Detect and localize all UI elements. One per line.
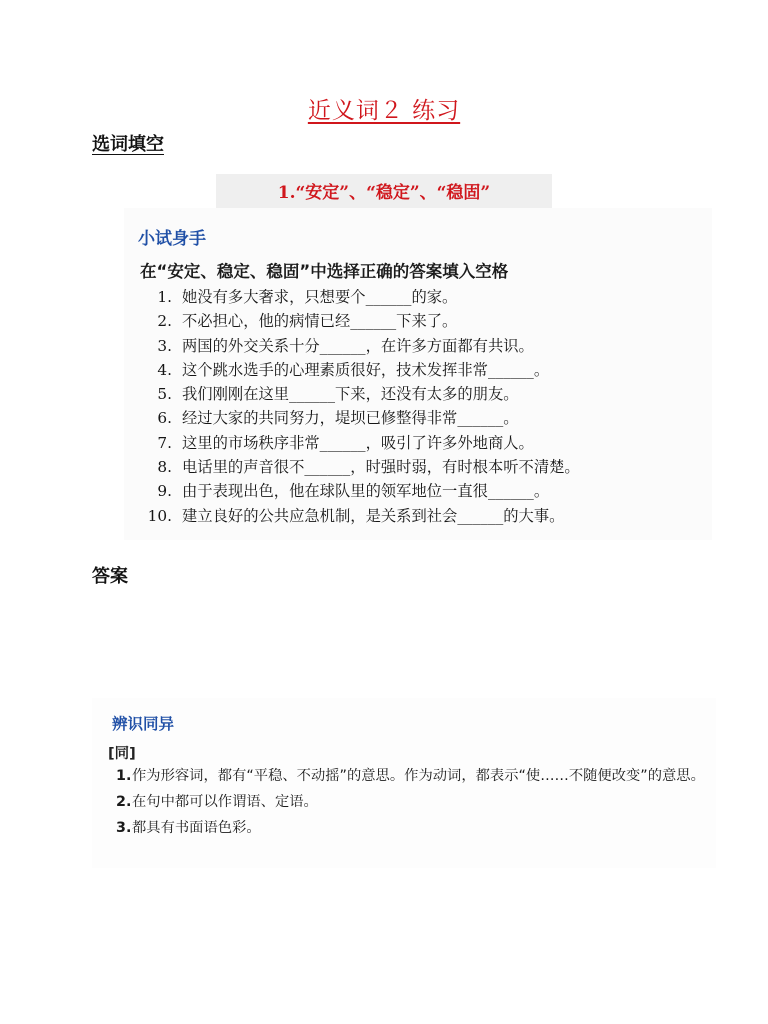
list-item: 8. 电话里的声音很不______，时强时弱，有时根本听不清楚。 [157, 458, 580, 477]
page-title: 近义词２ 练习 [307, 98, 461, 124]
answer-heading: 答案 [92, 566, 128, 587]
list-item: 1. 作为形容词，都有“平稳、不动摇”的意思。作为动词，都表示“使……不随便改变”的意思。 [116, 768, 705, 784]
list-item: 5. 我们刚刚在这里______下来，还没有太多的朋友。 [157, 385, 519, 404]
similarity-list [116, 766, 706, 844]
list-item: 2. 在句中都可以作谓语、定语。 [116, 794, 318, 810]
list-item: 4. 这个跳水选手的心理素质很好，技术发挥非常______。 [157, 360, 550, 379]
word-group-heading: 1.“安定”、“稳定”、“稳固” [216, 174, 552, 212]
list-item: 7. 这里的市场秩序非常______，吸引了许多外地商人。 [157, 433, 534, 452]
list-item: 9. 由于表现出色，他在球队里的领军地位一直很______。 [157, 482, 550, 501]
list-item: 10. 建立良好的公共应急机制，是关系到社会______的大事。 [147, 506, 565, 525]
exercise-list [138, 285, 708, 528]
similarity-box-title: 辨识同异 [112, 715, 175, 733]
list-item: 1. 她没有多大奢求，只想要个______的家。 [157, 288, 458, 306]
exercise-box-title: 小试身手 [138, 229, 206, 249]
similarity-subhead: [同] [108, 746, 136, 762]
list-item: 6. 经过大家的共同努力，堤坝已修整得非常______。 [157, 409, 519, 428]
list-item: 3. 都具有书面语色彩。 [116, 820, 261, 836]
list-item: 2. 不必担心，他的病情已经______下来了。 [157, 312, 458, 331]
fill-in-heading: 选词填空 [92, 134, 164, 155]
exercise-scan [124, 208, 712, 540]
exercise-instruction: 在“安定、稳定、稳固”中选择正确的答案填入空格 [140, 262, 509, 281]
list-item: 3. 两国的外交关系十分______，在许多方面都有共识。 [157, 336, 534, 355]
similarity-scan [92, 698, 716, 868]
